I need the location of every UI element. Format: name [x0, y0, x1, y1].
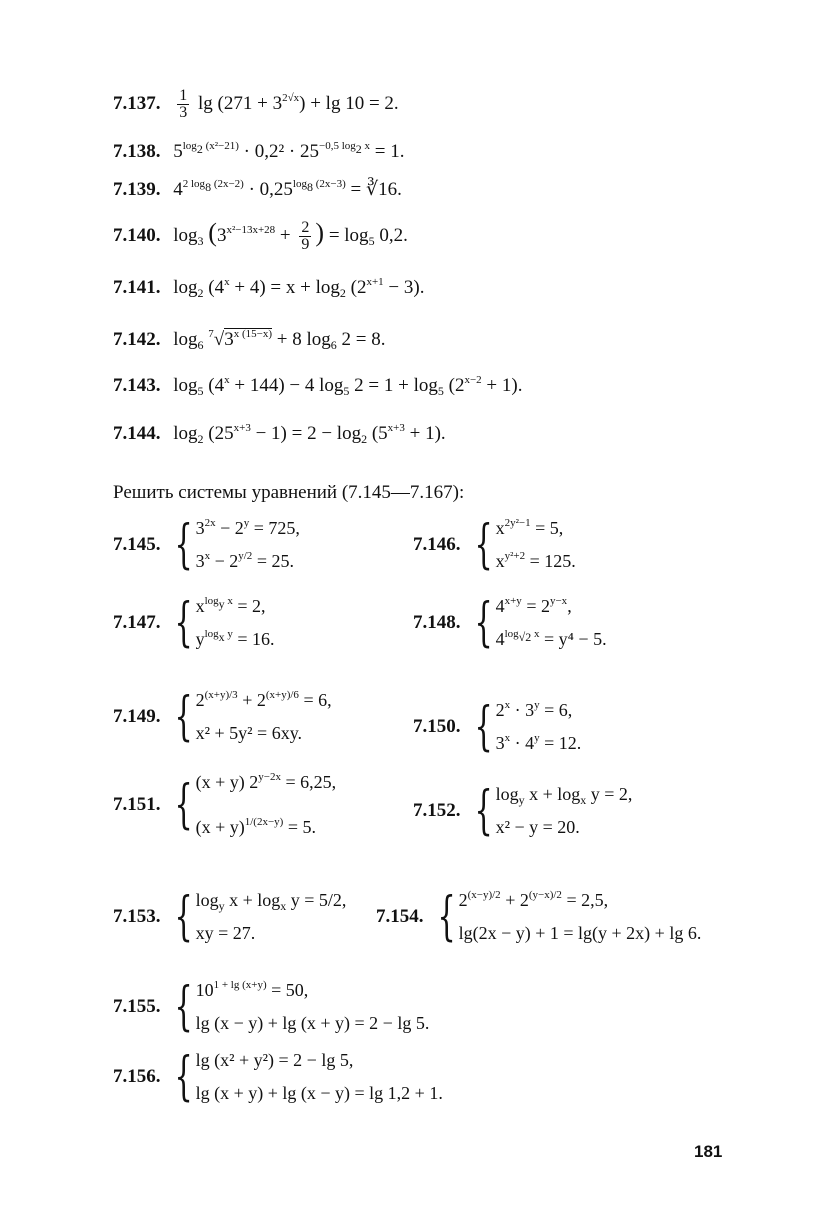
- system-line: (x + y) $2^{y-2x} = 6,25$,: [195, 771, 337, 792]
- system-7-145: 7.145. { $3^{2x} - 2^y = 725$, $3^x - 2^{y/2} = 25$.: [113, 515, 300, 575]
- system-7-153: 7.153. { $\log_y x + \log_x y = 5/2$, xy = 27.: [113, 887, 347, 947]
- system-line: $4^{log_{√2} x} = y^4 - 5$.: [495, 628, 607, 649]
- system-line: $10^{1 + lg (x+y)} = 50$,: [195, 979, 309, 1000]
- system-line: lg (x² + y²) = 2 − lg 5,: [195, 1050, 354, 1070]
- problem-7-141: 7.141. $\log_2 (4^x + 4) = x + \log_2 (2^{x+1} - 3)$.: [113, 276, 425, 300]
- left-brace: {: [173, 977, 193, 1037]
- problem-7-140-body: $\log_3 (3^{x^2-13x+28}$ + $\frac{2}{9}$ ) = $\log_5 0,2$.: [173, 218, 408, 254]
- system-7-152: 7.152. { $\log_y x + \log_x y = 2$, x² − y = 20.: [413, 781, 633, 841]
- problem-7-137: 7.137. $\frac{1}{3}$ $\lg (271 + 3^{2√x}) + \lg 10 = 2$.: [113, 87, 399, 121]
- system-7-148: 7.148. { $4^{x+y} = 2^{y-x}$, $4^{log_{√2} x} = y^4 - 5$.: [413, 593, 607, 653]
- system-line: $x^{2y^2-1} = 5$,: [495, 517, 564, 538]
- left-brace: {: [173, 1047, 193, 1107]
- system-7-149: 7.149. { $2^{(x+y)/3} + 2^{(x+y)/6} = 6$, x² + 5y² = 6xy.: [113, 687, 332, 747]
- left-brace: {: [173, 887, 193, 947]
- left-brace: {: [473, 593, 493, 653]
- system-line: $2^x \cdot 3^y = 6$,: [495, 699, 573, 720]
- left-brace: {: [473, 781, 493, 841]
- system-7-150: 7.150. { $2^x \cdot 3^y = 6$, $3^x \cdot 4^y = 12$.: [413, 697, 582, 757]
- problem-7-141-body: $\log_2 (4^x + 4) = x + \log_2 (2^{x+1} - 3)$.: [173, 276, 425, 300]
- problem-7-138: 7.138. $5^{log_2 (x^2-21)} \cdot 0,2^2 \cdot 25^{-0,5 log_2 x} = 1$.: [113, 140, 405, 162]
- system-7-151: 7.151. { (x + y) $2^{y-2x} = 6,25$, $(x + y)^{1/(2x-y)} = 5$.: [113, 771, 337, 837]
- left-brace: {: [173, 687, 193, 747]
- system-line: lg (x + y) + lg (x − y) = lg 1,2 + 1.: [195, 1083, 443, 1103]
- problem-7-137-body: $\lg (271 + 3^{2√x}) + \lg 10 = 2$.: [198, 91, 399, 114]
- left-brace: {: [473, 515, 493, 575]
- system-line: x² + 5y² = 6xy.: [195, 723, 303, 743]
- problem-7-143-body: $\log_5 (4^x + 144) - 4$ $\log_5 2 = 1 + \log_5 (2^{x-2} + 1)$.: [173, 374, 523, 398]
- system-line: lg (x − y) + lg (x + y) = 2 − lg 5.: [195, 1013, 430, 1033]
- system-7-146: 7.146. { $x^{2y^2-1} = 5$, $x^{y^2+2} = 125$.: [413, 515, 576, 575]
- left-brace: {: [436, 887, 456, 947]
- system-line: $3^x \cdot 4^y = 12$.: [495, 732, 582, 753]
- system-line: $3^x - 2^{y/2} = 25$.: [195, 550, 294, 571]
- section-heading: Решить системы уравнений (7.145—7.167):: [113, 482, 465, 503]
- system-7-147: 7.147. { $x^{log_y x} = 2$, $y^{log_x y} = 16$.: [113, 593, 275, 653]
- system-line: $2^{(x-y)/2} + 2^{(y-x)/2} = 2,5$,: [458, 889, 609, 910]
- system-7-155: 7.155. { $10^{1 + lg (x+y)} = 50$, lg (x − y) + lg (x + y) = 2 − lg 5.: [113, 977, 430, 1037]
- page-number: 181: [694, 1142, 723, 1161]
- problem-7-142: 7.142. $\log_6 ^7√3^{x (15-x)} + 8$ $\log_6 2 = 8$.: [113, 328, 386, 352]
- problem-7-144-body: $\log_2 (25^{x+3} - 1) = 2 - \log_2 (5^{x+3} + 1)$.: [173, 422, 446, 446]
- left-brace: {: [173, 515, 193, 575]
- problem-7-143: 7.143. $\log_5 (4^x + 144) - 4$ $\log_5 2 = 1 + \log_5 (2^{x-2} + 1)$.: [113, 374, 523, 398]
- problem-7-142-body: $\log_6 ^7√3^{x (15-x)} + 8$ $\log_6 2 = 8$.: [173, 328, 386, 352]
- problem-7-144: 7.144. $\log_2 (25^{x+3} - 1) = 2 - \log_2 (5^{x+3} + 1)$.: [113, 422, 446, 446]
- system-line: $x^{log_y x} = 2$,: [195, 595, 266, 616]
- system-line: $y^{log_x y} = 16$.: [195, 628, 275, 649]
- left-brace: {: [173, 775, 193, 835]
- left-brace: {: [173, 593, 193, 653]
- system-line: $2^{(x+y)/3} + 2^{(x+y)/6} = 6$,: [195, 689, 332, 710]
- problem-7-139: 7.139. $4^{2 log_8 (2x-2)} \cdot 0,25^{log_8 (2x-3)}$ = ∛16.: [113, 178, 402, 200]
- system-line: x² − y = 20.: [495, 817, 580, 837]
- system-line: $x^{y^2+2} = 125$.: [495, 550, 576, 571]
- system-line: xy = 27.: [195, 923, 256, 943]
- problem-7-138-body: $5^{log_2 (x^2-21)} \cdot 0,2^2 \cdot 25^{-0,5 log_2 x} = 1$.: [173, 140, 405, 162]
- system-line: $\log_y x + \log_x y = 5/2$,: [195, 890, 347, 913]
- system-7-156: 7.156. { lg (x² + y²) = 2 − lg 5, lg (x + y) + lg (x − y) = lg 1,2 + 1.: [113, 1047, 443, 1107]
- problem-7-140: 7.140. $\log_3 (3^{x^2-13x+28}$ + $\frac{2}{9}$ ) = $\log_5 0,2$.: [113, 218, 408, 254]
- problem-7-139-body: $4^{2 log_8 (2x-2)} \cdot 0,25^{log_8 (2x-3)}$ = ∛16.: [173, 178, 402, 200]
- system-line: $\log_y x + \log_x y = 2$,: [495, 784, 633, 807]
- system-7-154: 7.154. { $2^{(x-y)/2} + 2^{(y-x)/2} = 2,5$, lg(2x − y) + 1 = lg(y + 2x) + lg 6.: [376, 887, 702, 947]
- left-brace: {: [473, 697, 493, 757]
- system-line: lg(2x − y) + 1 = lg(y + 2x) + lg 6.: [458, 923, 702, 943]
- system-line: $(x + y)^{1/(2x-y)} = 5$.: [195, 816, 316, 837]
- system-line: $3^{2x} - 2^y = 725$,: [195, 517, 300, 538]
- system-line: $4^{x+y} = 2^{y-x}$,: [495, 595, 572, 616]
- fraction-one-third: $\frac{1}{3}$: [179, 87, 188, 121]
